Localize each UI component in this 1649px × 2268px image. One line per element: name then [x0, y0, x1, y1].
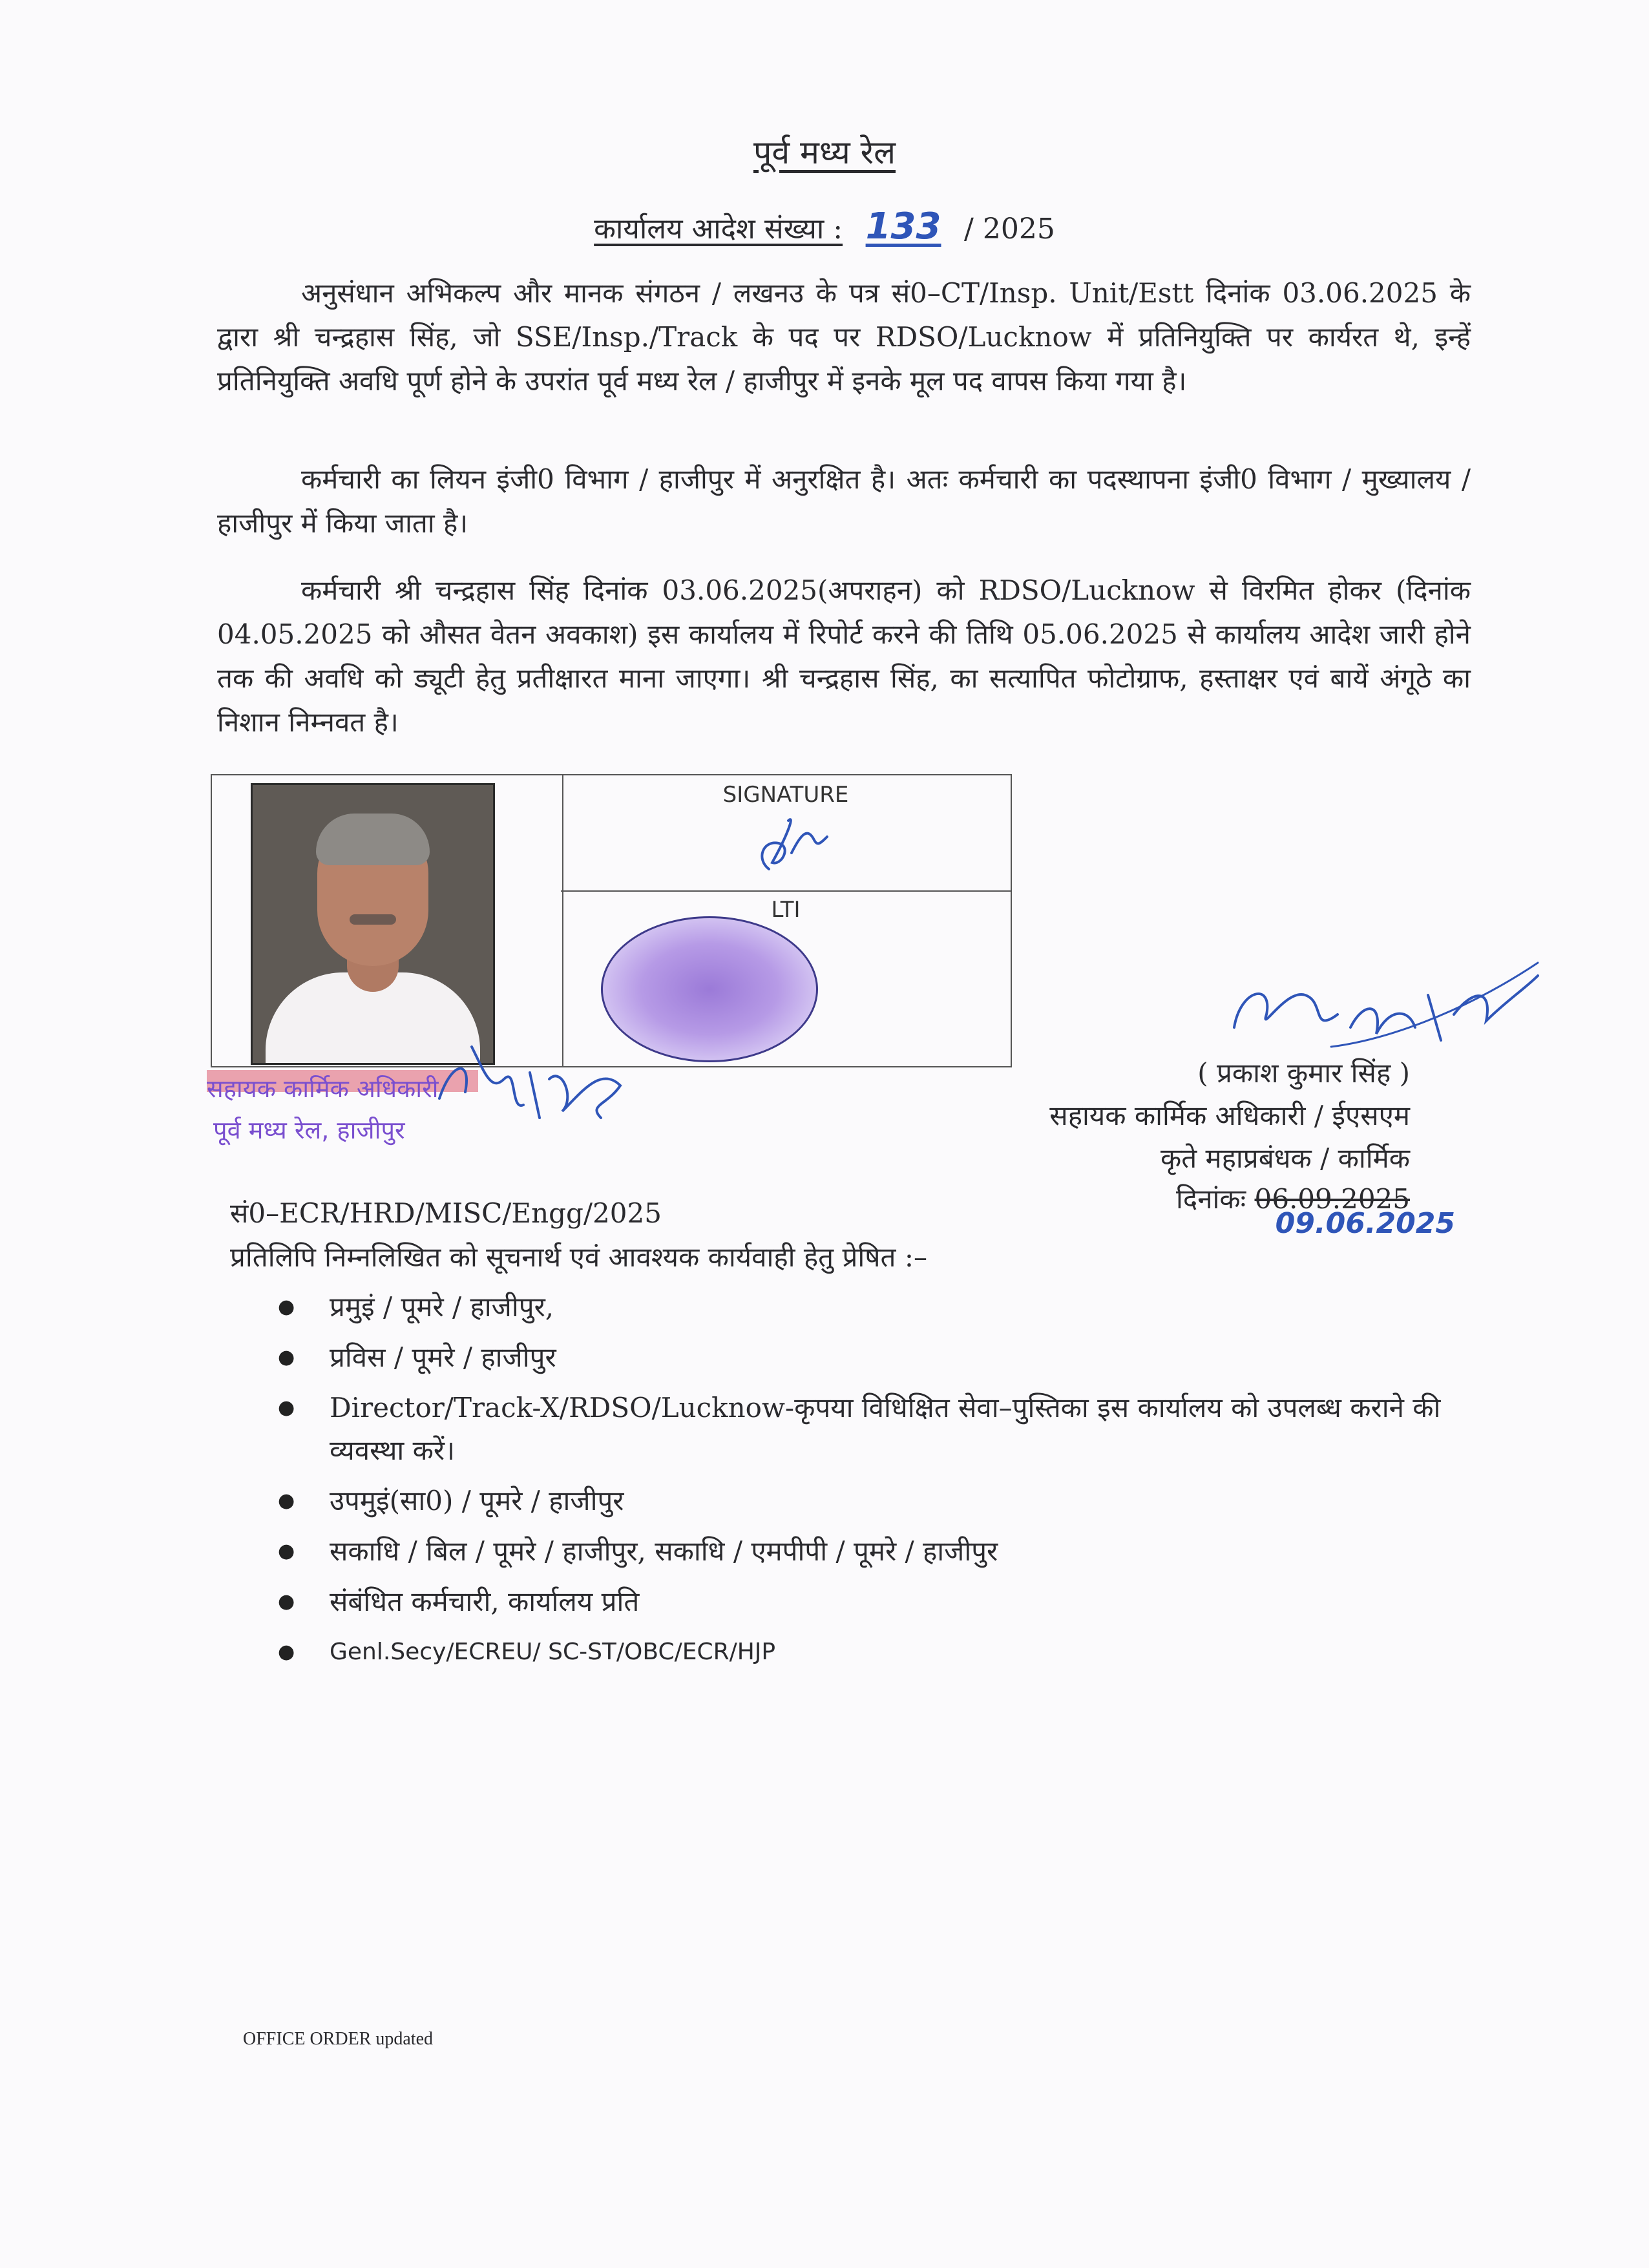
- signing-authority: [1049, 1052, 1410, 1180]
- signature-label: SIGNATURE: [722, 782, 849, 808]
- on-behalf-of: कृते महाप्रबंधक / कार्मिक: [1160, 1142, 1410, 1174]
- reference-number: सं0–ECR/HRD/MISC/Engg/2025: [230, 1197, 662, 1229]
- list-item: ● Director/Track-X/RDSO/Lucknow-कृपया विधिक्षित सेवा–पुस्तिका इस कार्यालय को उपलब्ध कराने की व्यवस्था करें।: [278, 1387, 1493, 1472]
- attest-stamp-line2: पूर्व मध्य रेल, हाजीपुर: [213, 1116, 405, 1144]
- date-printed-struck: 06.09.2025: [1254, 1183, 1410, 1215]
- office-title: पूर्व मध्य रेल: [753, 134, 896, 171]
- order-number-line: [0, 205, 1649, 247]
- attest-stamp-line1: सहायक कार्मिक अधिकारी: [207, 1075, 439, 1103]
- officer-designation: सहायक कार्मिक अधिकारी / ईएसएम: [1049, 1100, 1410, 1131]
- list-item: ● प्रमुइं / पूमरे / हाजीपुर,: [278, 1286, 1493, 1328]
- attesting-signature: [426, 1021, 640, 1124]
- copy-to-list: [278, 1286, 1493, 1681]
- order-label: कार्यालय आदेश संख्या :: [594, 213, 843, 246]
- list-item: ● उपमुइं(सा0) / पूमरे / हाजीपुर: [278, 1480, 1493, 1522]
- list-item: ● प्रविस / पूमरे / हाजीपुर: [278, 1336, 1493, 1379]
- date-handwritten: 09.06.2025: [1275, 1207, 1455, 1240]
- order-number-handwritten: 133: [865, 205, 941, 247]
- lti-label: LTI: [771, 897, 801, 923]
- paragraph-deputation: अनुसंधान अभिकल्प और मानक संगठन / लखनउ के पत्र सं0–CT/Insp. Unit/Estt दिनांक 03.06.2025 के द्वारा श्री चन्द्रहास सिंह, जो SSE/Insp./Track के पद पर RDSO/Lucknow में प्रतिनियुक्ति पर कार्यरत थे, इन्हें प्रतिनियुक्ति अवधि पूर्ण होने के उपरांत पूर्व मध्य रेल / हाजीपुर में इनके मूल पद वापस किया गया है।: [217, 277, 1471, 397]
- officer-signature: [1215, 950, 1551, 1066]
- copy-to-heading: प्रतिलिपि निम्नलिखित को सूचनार्थ एवं आवश्यक कार्यवाही हेतु प्रेषित :–: [230, 1241, 927, 1273]
- list-item: ● संबंधित कर्मचारी, कार्यालय प्रति: [278, 1580, 1493, 1623]
- list-item: ● सकाधि / बिल / पूमरे / हाजीपुर, सकाधि / एमपीपी / पूमरे / हाजीपुर: [278, 1530, 1493, 1573]
- table-divider: [561, 890, 1011, 892]
- paragraph-relieving: कर्मचारी श्री चन्द्रहास सिंह दिनांक 03.06.2025(अपराहन) को RDSO/Lucknow से विरमित होकर (दिनांक 04.05.2025 को औसत वेतन अवकाश) इस कार्यालय में रिपोर्ट करने की तिथि 05.06.2025 से कार्यालय आदेश जारी होने तक की अवधि को ड्यूटी हेतु प्रतीक्षारत माना जाएगा। श्री चन्द्रहास सिंह, का सत्यापित फोटोग्राफ, हस्ताक्षर एवं बायें अंगूठे का निशान निम्नवत है।: [217, 574, 1471, 738]
- list-item: ● Genl.Secy/ECREU/ SC-ST/OBC/ECR/HJP: [278, 1631, 1493, 1674]
- date-label: दिनांकः: [1176, 1183, 1246, 1215]
- order-year: / 2025: [964, 213, 1055, 246]
- officer-name: ( प्रकाश कुमार सिंह ): [1197, 1057, 1410, 1089]
- footer-note: OFFICE ORDER updated: [243, 2029, 433, 2049]
- paragraph-lien: कर्मचारी का लियन इंजी0 विभाग / हाजीपुर में अनुरक्षित है। अतः कर्मचारी का पदस्थापना इंजी0 विभाग / मुख्यालय / हाजीपुर में किया जाता है।: [217, 463, 1471, 539]
- employee-signature: [743, 808, 840, 879]
